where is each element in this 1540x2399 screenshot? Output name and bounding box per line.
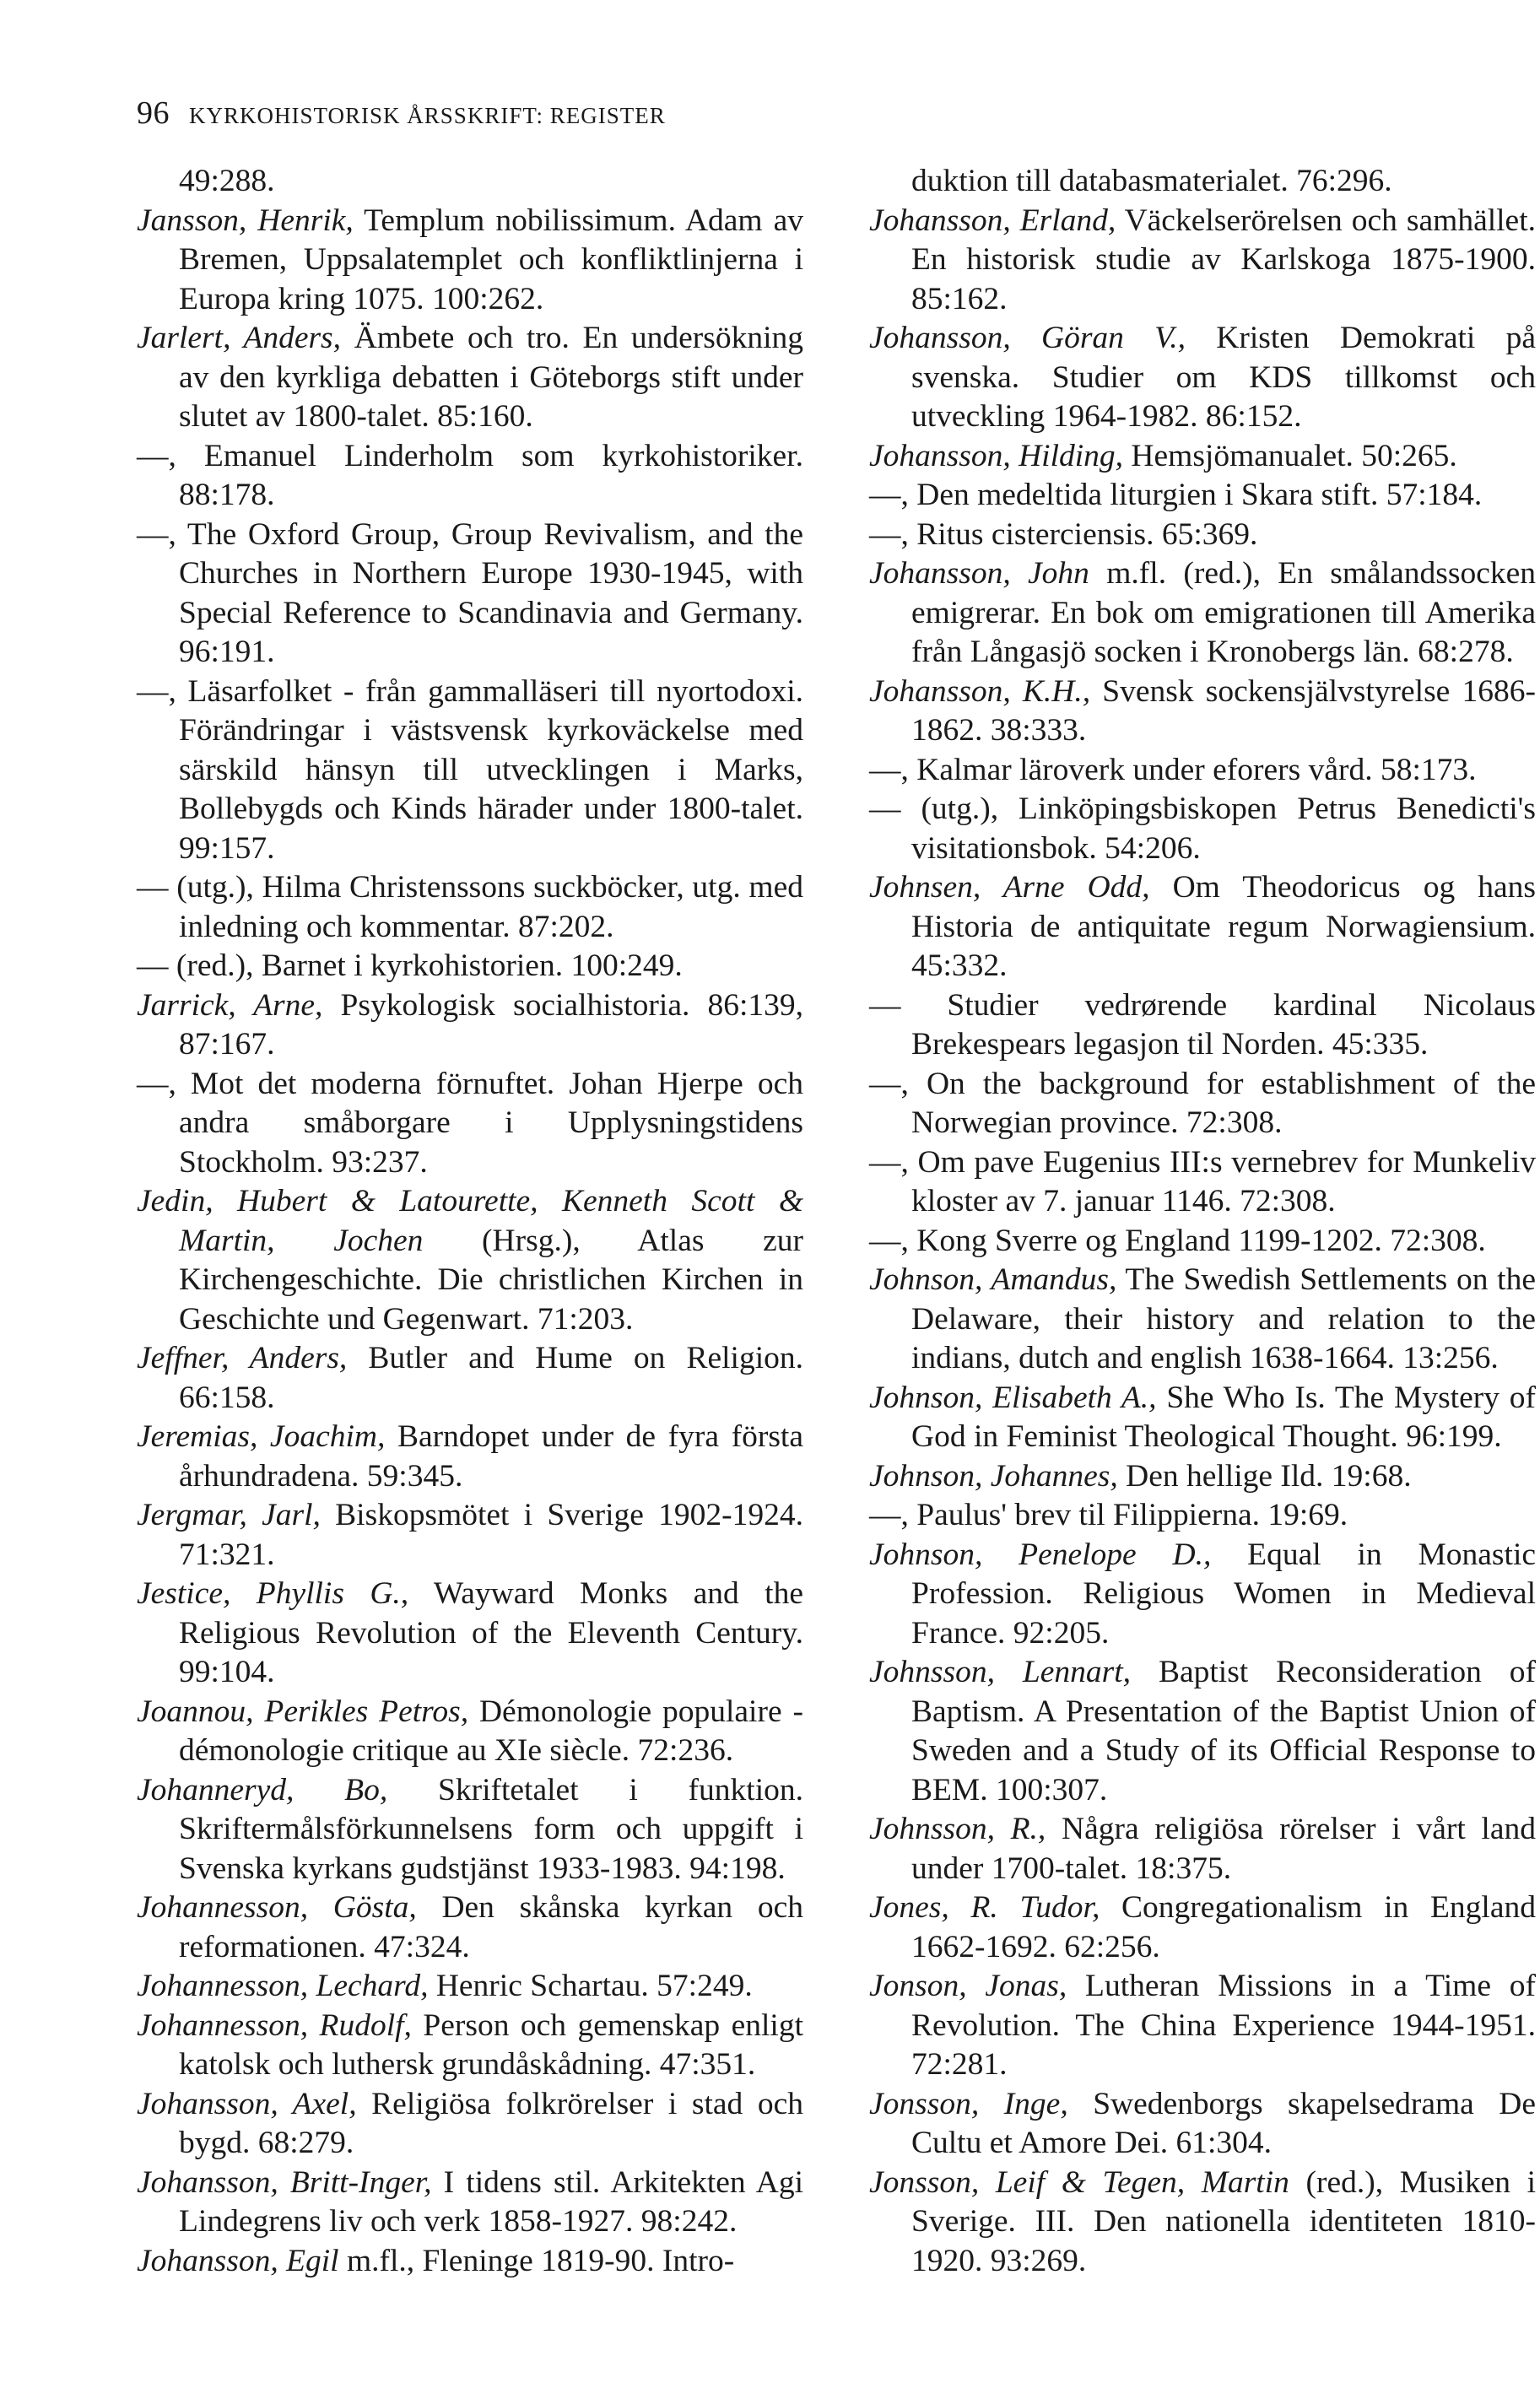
entry-text: —, Paulus' brev til Filippierna. 19:69. xyxy=(869,1498,1348,1532)
entry-text: — (utg.), Linköpingsbiskopen Petrus Benedicti's visitationsbok. 54:206. xyxy=(869,792,1536,866)
entry-text: Henric Schartau. 57:249. xyxy=(428,1969,753,2003)
index-entry xyxy=(137,437,803,516)
entry-text: — (red.), Barnet i kyrkohistorien. 100:249. xyxy=(137,948,683,983)
index-entry xyxy=(869,1143,1536,1222)
entry-text: Svensk sockensjälvstyrelse 1686-1862. 38:333. xyxy=(911,673,1536,748)
index-entry xyxy=(869,1967,1536,2085)
entry-author: Johannesson, Lechard, xyxy=(137,1969,429,2003)
entry-text: duktion till databasmaterialet. 76:296. xyxy=(911,164,1392,198)
entry-text: —, Läsarfolket - från gammalläseri till nyortodoxi. Förändringar i västsvensk kyrkoväckelse med särskild hänsyn till utvecklingen i Marks, Bollebygds och Kinds härader under 1800-talet. 99:157. xyxy=(137,673,803,866)
entry-text: The Swedish Settlements on the Delaware, their history and relation to the indians, dutch and english 1638-1664. 13:256. xyxy=(911,1262,1536,1375)
index-entry xyxy=(869,986,1536,1065)
entry-text: —, The Oxford Group, Group Revivalism, and the Churches in Northern Europe 1930-1945, with Special Reference to Scandinavia and Germany. 96:191. xyxy=(137,516,803,669)
entry-author: Jonson, Jonas, xyxy=(869,1969,1067,2003)
entry-text: Den skånska kyrkan och reformationen. 47:324. xyxy=(179,1890,803,1964)
entry-author: Johansson, K.H., xyxy=(869,673,1091,709)
index-entry xyxy=(137,1693,803,1771)
entry-text: —, Emanuel Linderholm som kyrkohistoriker. 88:178. xyxy=(137,438,803,512)
entry-author: Johnson, Amandus, xyxy=(869,1262,1117,1297)
index-entry xyxy=(869,1810,1536,1888)
entry-author: Johansson, Göran V., xyxy=(869,321,1186,355)
entry-text: Biskopsmötet i Sverige 1902-1924. 71:321. xyxy=(179,1498,803,1572)
index-entry xyxy=(137,202,803,320)
entry-text: —, Mot det moderna förnuftet. Johan Hjerpe och andra småborgare i Upplysningstidens Stockholm. 93:237. xyxy=(137,1066,803,1180)
index-entry xyxy=(137,1888,803,1967)
index-entry xyxy=(137,1065,803,1183)
right-column xyxy=(869,162,1536,2281)
entry-author: Johansson, Erland, xyxy=(869,203,1116,238)
index-entry xyxy=(869,2164,1536,2282)
entry-text: m.fl. (red.), En smålandssocken emigrerar. En bok om emigrationen till Amerika från Långasjö socken i Kronobergs län. 68:278. xyxy=(911,556,1536,669)
entry-author: Johansson, Axel, xyxy=(137,2086,357,2121)
entry-author: Jarlert, Anders, xyxy=(137,321,342,355)
entry-text: Psykologisk socialhistoria. 86:139, 87:167. xyxy=(179,987,804,1062)
entry-text: —, Om pave Eugenius III:s vernebrev for Munkeliv kloster av 7. januar 1146. 72:308. xyxy=(869,1144,1536,1218)
entry-author: Johansson, Egil xyxy=(137,2243,339,2278)
entry-text: —, Den medeltida liturgien i Skara stift. 57:184. xyxy=(869,478,1483,512)
index-entry xyxy=(869,1653,1536,1810)
index-entry xyxy=(137,1771,803,1889)
entry-author: Joannou, Perikles Petros, xyxy=(137,1694,469,1729)
entry-author: Jonsson, Inge, xyxy=(869,2086,1068,2121)
entry-text: (Hrsg.), Atlas zur Kirchengeschichte. Die christlichen Kirchen in Geschichte und Gegenwart. 71:203. xyxy=(179,1223,803,1337)
entry-text: m.fl., Fleninge 1819-90. Intro- xyxy=(338,2243,735,2278)
entry-text: —, On the background for establishment of the Norwegian province. 72:308. xyxy=(869,1066,1536,1140)
entry-text: Om Theodoricus og hans Historia de antiquitate regum Norwagiensium. 45:332. xyxy=(911,870,1536,983)
index-entry xyxy=(869,319,1536,437)
index-entry xyxy=(137,1182,803,1339)
entry-author: Johansson, Hilding, xyxy=(869,438,1124,473)
entry-text: — (utg.), Hilma Christenssons suckböcker, utg. med inledning och kommentar. 87:202. xyxy=(137,870,803,944)
entry-text: —, Kong Sverre og England 1199-1202. 72:308. xyxy=(869,1223,1486,1258)
index-entry xyxy=(869,790,1536,868)
entry-author: Johannesson, Gösta, xyxy=(137,1890,417,1925)
index-entry xyxy=(137,1418,803,1496)
entry-text: She Who Is. The Mystery of God in Feminist Theological Thought. 96:199. xyxy=(911,1380,1536,1454)
index-entry xyxy=(137,1967,803,2007)
entry-text: Skriftetalet i funktion. Skriftermålsförkunnelsens form och uppgift i Svenska kyrkans gudstjänst 1933-1983. 94:198. xyxy=(179,1772,803,1886)
entry-author: Jansson, Henrik, xyxy=(137,203,354,238)
entry-author: Johannesson, Rudolf, xyxy=(137,2007,412,2043)
entry-author: Jonsson, Leif & Tegen, Martin xyxy=(869,2164,1289,2200)
entry-author: Jeffner, Anders, xyxy=(137,1341,348,1375)
entry-text: Barndopet under de fyra första århundradena. 59:345. xyxy=(179,1419,803,1494)
entry-author: Johnson, Penelope D., xyxy=(869,1537,1212,1572)
index-entry xyxy=(869,868,1536,986)
entry-author: Johnson, Elisabeth A., xyxy=(869,1380,1157,1415)
entry-text: — Studier vedrørende kardinal Nicolaus Brekespears legasjon til Norden. 45:335. xyxy=(869,987,1536,1062)
index-entry xyxy=(869,1536,1536,1654)
entry-text: Ämbete och tro. En undersökning av den kyrkliga debatten i Göteborgs stift under slutet av 1800-talet. 85:160. xyxy=(179,321,803,434)
index-entry xyxy=(869,1496,1536,1536)
index-entry xyxy=(869,1888,1536,1967)
entry-text: Baptist Reconsideration of Baptism. A Presentation of the Baptist Union of Sweden and a Study of its Official Response to BEM. 100:307. xyxy=(911,1655,1537,1807)
entry-text: Kristen Demokrati på svenska. Studier om KDS tillkomst och utveckling 1964-1982. 86:152. xyxy=(911,321,1536,434)
index-entry xyxy=(869,751,1536,791)
index-entry xyxy=(869,437,1536,477)
index-entry xyxy=(137,673,803,869)
index-entry xyxy=(137,162,803,202)
entry-text: I tidens stil. Arkitekten Agi Lindegrens liv och verk 1858-1927. 98:242. xyxy=(179,2164,804,2239)
entry-author: Jarrick, Arne, xyxy=(137,987,323,1023)
index-entry xyxy=(869,1379,1536,1457)
index-entry xyxy=(137,2242,803,2282)
entry-author: Johansson, Britt-Inger, xyxy=(137,2164,432,2200)
index-entry xyxy=(869,554,1536,673)
entry-author: Jestice, Phyllis G., xyxy=(137,1576,409,1611)
entry-text: Congregationalism in England 1662-1692. 62:256. xyxy=(911,1890,1536,1964)
entry-author: Jergmar, Jarl, xyxy=(137,1498,321,1532)
entry-text: Templum nobilissimum. Adam av Bremen, Uppsalatemplet och konfliktlinjerna i Europa kring 1075. 100:262. xyxy=(179,203,803,316)
entry-text: Den hellige Ild. 19:68. xyxy=(1117,1458,1412,1494)
index-entry xyxy=(137,1339,803,1418)
page-number: 96 xyxy=(137,95,170,131)
index-entry xyxy=(869,162,1536,202)
entry-text: 49:288. xyxy=(179,164,275,198)
entry-text: (red.), Musiken i Sverige. III. Den nationella identiteten 1810-1920. 93:269. xyxy=(911,2164,1536,2278)
entry-text: —, Kalmar läroverk under eforers vård. 58:173. xyxy=(869,752,1477,787)
index-entry xyxy=(869,673,1536,751)
index-entry xyxy=(869,2085,1536,2164)
entry-text: Démonologie populaire - démonologie critique au XIe siècle. 72:236. xyxy=(179,1694,803,1768)
index-entry xyxy=(137,868,803,947)
index-entry xyxy=(137,516,803,673)
entry-text: Religiösa folkrörelser i stad och bygd. 68:279. xyxy=(179,2086,803,2160)
index-entry xyxy=(137,1575,803,1693)
index-entry xyxy=(137,2085,803,2164)
index-entry xyxy=(137,986,803,1065)
running-title: KYRKOHISTORISK ÅRSSKRIFT: REGISTER xyxy=(189,103,666,128)
entry-text: Wayward Monks and the Religious Revolution of the Eleventh Century. 99:104. xyxy=(179,1576,803,1689)
entry-author: Johnson, Johannes, xyxy=(869,1458,1118,1494)
entry-text: —, Ritus cisterciensis. 65:369. xyxy=(869,516,1258,552)
entry-author: Johnsen, Arne Odd, xyxy=(869,870,1150,905)
entry-text: Swedenborgs skapelsedrama De Cultu et Amore Dei. 61:304. xyxy=(911,2086,1536,2160)
entry-text: Person och gemenskap enligt katolsk och luthersk grundåskådning. 47:351. xyxy=(179,2007,803,2082)
index-entry xyxy=(869,1065,1536,1143)
index-entry xyxy=(869,202,1536,320)
entry-text: Butler and Hume on Religion. 66:158. xyxy=(179,1341,803,1415)
entry-author: Johnsson, R., xyxy=(869,1812,1046,1846)
index-entry xyxy=(869,476,1536,516)
index-entry xyxy=(869,1261,1536,1379)
entry-author: Jeremias, Joachim, xyxy=(137,1419,386,1454)
index-entry xyxy=(869,1222,1536,1262)
entry-text: Hemsjömanualet. 50:265. xyxy=(1123,438,1457,473)
index-entry xyxy=(137,319,803,437)
index-entry xyxy=(869,516,1536,555)
entry-author: Johansson, John xyxy=(869,556,1089,591)
entry-author: Jones, R. Tudor, xyxy=(869,1890,1100,1925)
entry-text: Några religiösa rörelser i vårt land under 1700-talet. 18:375. xyxy=(911,1812,1536,1886)
entry-author: Johnsson, Lennart, xyxy=(869,1655,1132,1689)
left-column xyxy=(137,162,803,2281)
running-header xyxy=(137,95,666,132)
entry-text: Lutheran Missions in a Time of Revolution. The China Experience 1944-1951. 72:281. xyxy=(911,1969,1536,2082)
entry-text: Väckelserörelsen och samhället. En historisk studie av Karlskoga 1875-1900. 85:162. xyxy=(911,203,1536,316)
index-entry xyxy=(137,1496,803,1575)
index-entry xyxy=(869,1457,1536,1497)
index-entry xyxy=(137,2164,803,2242)
index-entry xyxy=(137,2007,803,2085)
entry-author: Jedin, Hubert & Latourette, Kenneth Scott & Martin, Jochen xyxy=(137,1184,803,1258)
entry-text: Equal in Monastic Profession. Religious Women in Medieval France. 92:205. xyxy=(911,1537,1537,1651)
entry-author: Johanneryd, Bo, xyxy=(137,1772,388,1807)
index-entry xyxy=(137,947,803,986)
